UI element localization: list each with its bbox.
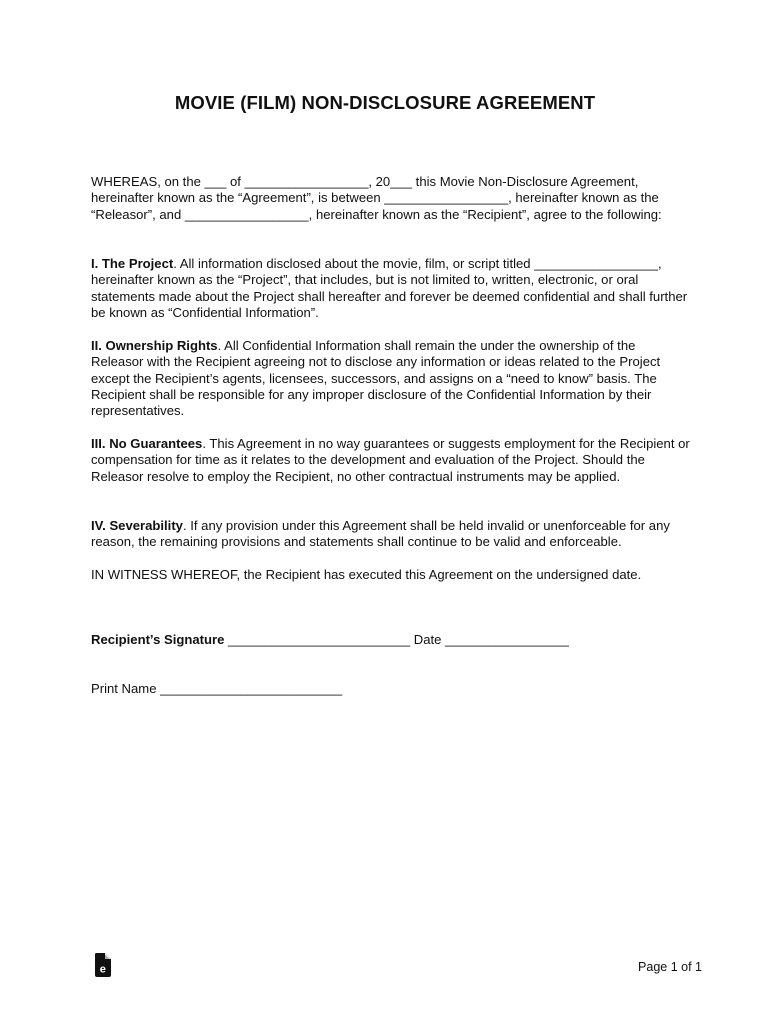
section-heading: III. No Guarantees	[91, 436, 203, 451]
print-name-label: Print Name	[91, 681, 157, 696]
signature-field[interactable]: _________________________	[224, 632, 414, 647]
witness-paragraph	[91, 567, 691, 583]
page-number: Page 1 of 1	[638, 960, 702, 974]
section-heading: II. Ownership Rights	[91, 338, 218, 353]
etemplates-logo-icon	[94, 953, 112, 977]
section-severability	[91, 518, 691, 551]
intro-paragraph	[91, 174, 691, 223]
section-text: . If any provision under this Agreement shall be held invalid or unenforceable for any reason, the remaining provisions and statements shall continue to be valid and enforceable.	[91, 518, 670, 550]
signature-label: Recipient’s Signature	[91, 632, 225, 647]
section-text: . This Agreement in no way guarantees or suggests employment for the Recipient or compensation for time as it relates to the development and evaluation of the Project. Should the Releasor resolve to employ the Recipient, no other contractual instruments may be applied.	[91, 436, 690, 484]
section-heading: IV. Severability	[91, 518, 183, 533]
print-name-row	[91, 681, 342, 696]
date-label: Date	[413, 632, 442, 647]
intro-text: WHEREAS, on the ___ of _________________, 20___ this Movie Non-Disclosure Agreement, hereinafter known as the “Agreement”, is between _________________, hereinafter known as the “Releasor”, and _________________, hereinafter known as the “Recipient”, agree to the following:	[91, 174, 662, 222]
date-field[interactable]: _________________	[441, 632, 569, 647]
print-name-field[interactable]: _________________________	[156, 681, 343, 696]
section-text: . All Confidential Information shall remain the under the ownership of the Releasor with the Recipient agreeing not to disclose any information or ideas related to the Project except the Recipient’s agents, licensees, successors, and assigns on a “need to know” basis. The Recipient shall be responsible for any improper disclosure of the Confidential Information by their representatives.	[91, 338, 661, 419]
svg-text:e: e	[99, 963, 106, 976]
section-heading: I. The Project	[91, 256, 174, 271]
witness-text: IN WITNESS WHEREOF, the Recipient has executed this Agreement on the undersigned date.	[91, 567, 642, 582]
signature-row	[91, 632, 569, 647]
section-the-project	[91, 256, 691, 321]
document-title: MOVIE (FILM) NON-DISCLOSURE AGREEMENT	[174, 92, 596, 113]
section-text: . All information disclosed about the movie, film, or script titled _________________, hereinafter known as the “Project”, that includes, but is not limited to, written, electronic, or oral statements made about the Project shall hereafter and forever be deemed confidential and shall further be known as “Confidential Information”.	[91, 256, 688, 320]
section-ownership-rights	[91, 338, 691, 419]
section-no-guarantees	[91, 436, 691, 485]
